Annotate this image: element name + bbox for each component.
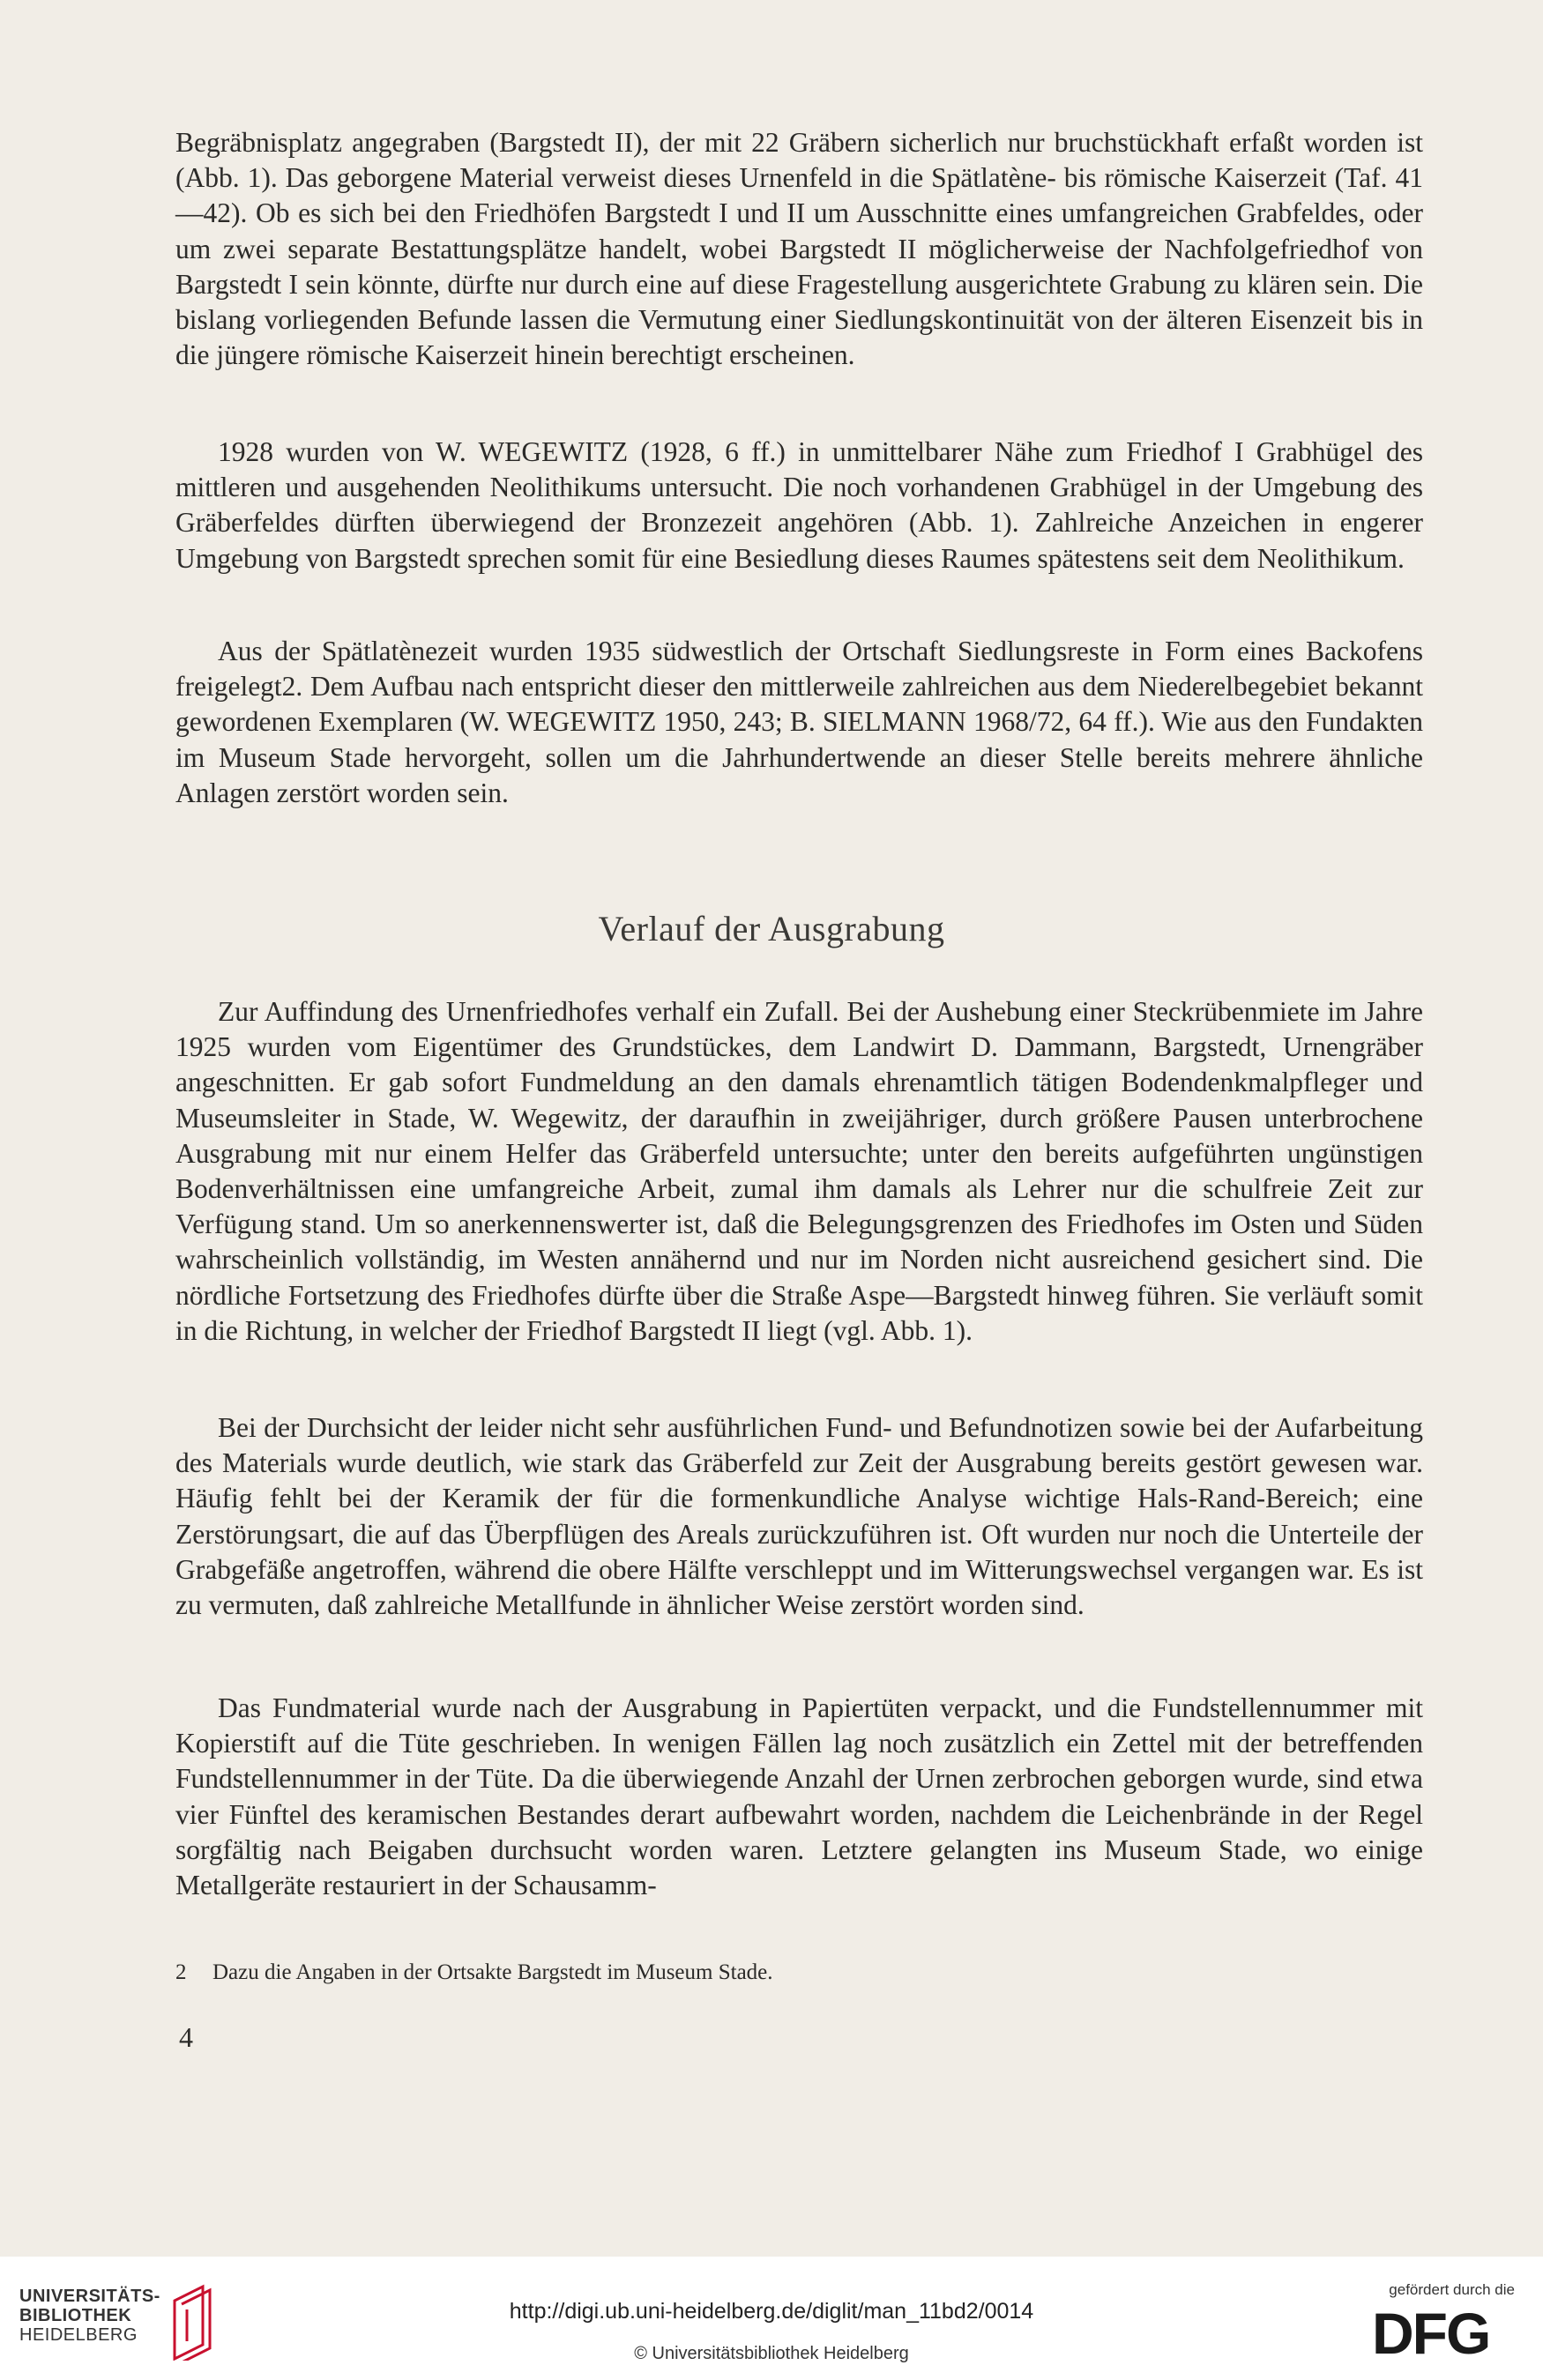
dfg-logo[interactable]: DFG [1372, 2301, 1490, 2366]
body-paragraph [175, 1691, 1423, 1903]
library-name-line3: HEIDELBERG [19, 2325, 138, 2345]
footnote-number: 2 [175, 1960, 187, 1984]
paragraph-text: Begräbnisplatz angegraben (Bargstedt II), der mit 22 Gräbern sicherlich nur bruchstückhaft erfaßt worden ist (Abb. 1). Das geborgene Material verweist dieses Urnenfeld in die Spätlatène- bis römische Kaiserzeit (Taf. 41—42). Ob es sich bei den Friedhöfen Bargstedt I und II um Ausschnitte eines umfangreichen Grabfeldes, oder um zwei separate Bestattungsplätze handelt, wobei Bargstedt II möglicherweise der Nachfolgefriedhof von Bargstedt I sein könnte, dürfte nur durch eine auf diese Fragestellung ausgerichtete Grabung zu klären sein. Die bislang vorliegenden Befunde lassen die Vermutung einer Siedlungskontinuität von der älteren Eisenzeit bis in die jüngere römische Kaiserzeit hinein berechtigt erscheinen. [175, 127, 1423, 371]
footer-url-link[interactable]: http://digi.ub.uni-heidelberg.de/diglit/man_11bd2/0014 [509, 2299, 1034, 2324]
body-paragraph [175, 1410, 1423, 1623]
paragraph-text: Aus der Spätlatènezeit wurden 1935 südwestlich der Ortschaft Siedlungsreste in Form eines Backofens freigelegt2. Dem Aufbau nach entspricht dieser den mittlerweile zahlreichen aus dem Niederelbegebiet bekannt gewordenen Exemplaren (W. WEGEWITZ 1950, 243; B. SIELMANN 1968/72, 64 ff.). Wie aus den Fundakten im Museum Stade hervorgeht, sollen um die Jahrhundertwende an dieser Stelle bereits mehrere ähnliche Anlagen zerstört worden sein. [175, 636, 1423, 808]
footnote [175, 1959, 1234, 1987]
footnote-text: Dazu die Angaben in der Ortsakte Bargstedt im Museum Stade. [212, 1960, 773, 1984]
paragraph-text: Bei der Durchsicht der leider nicht sehr ausführlichen Fund- und Befundnotizen sowie bei der Aufarbeitung des Materials wurde deutlich, wie stark das Gräberfeld zur Zeit der Ausgrabung bereits gestört gewesen war. Häufig fehlt bei der Keramik der für die formenkundliche Analyse wichtige Hals-Rand-Bereich; eine Zerstörungsart, die auf das Überpflügen des Areals zurückzuführen ist. Oft wurden nur noch die Unterteile der Grabgefäße angetroffen, während die obere Hälfte verschleppt und im Witterungswechsel vergangen war. Es ist zu vermuten, daß zahlreiche Metallfunde in ähnlicher Weise zerstört worden sind. [175, 1412, 1423, 1621]
page-number: 4 [179, 2021, 193, 2053]
paragraph-text: Zur Auffindung des Urnenfriedhofes verhalf ein Zufall. Bei der Aushebung einer Steckrübenmiete im Jahre 1925 wurden vom Eigentümer des Grundstückes, dem Landwirt D. Dammann, Bargstedt, Urnengräber angeschnitten. Er gab sofort Fundmeldung an den damals ehrenamtlich tätigen Bodendenkmalpfleger und Museumsleiter in Stade, W. Wegewitz, der daraufhin in zweijähriger, durch größere Pausen unterbrochene Ausgrabung mit nur einem Helfer das Gräberfeld untersuchte; unter den bereits aufgeführten ungünstigen Bodenverhältnissen eine umfangreiche Arbeit, zumal ihm damals als Lehrer nur die schulfreie Zeit zur Verfügung stand. Um so anerkennenswerter ist, daß die Belegungsgrenzen des Friedhofes im Osten und Süden wahrscheinlich vollständig, im Westen annähernd und nur im Norden nicht ausreichend gesichert sind. Die nördliche Fortsetzung des Friedhofes dürfte über die Straße Aspe—Bargstedt hinweg führen. Sie verläuft somit in die Richtung, in welcher der Friedhof Bargstedt II liegt (vgl. Abb. 1). [175, 996, 1423, 1346]
section-heading: Verlauf der Ausgrabung [598, 909, 945, 948]
body-paragraph [175, 994, 1423, 1349]
paragraph-text: Das Fundmaterial wurde nach der Ausgrabung in Papiertüten verpackt, und die Fundstellennummer mit Kopierstift auf die Tüte geschrieben. In wenigen Fällen lag noch zusätzlich ein Zettel mit der betreffenden Fundstellennummer in der Tüte. Da die überwiegende Anzahl der Urnen zerbrochen geborgen wurde, sind etwa vier Fünftel des keramischen Bestandes derart aufbewahrt worden, nachdem die Leichenbrände in der Regel sorgfältig nach Beigaben durchsucht worden waren. Letztere gelangten ins Museum Stade, wo einige Metallgeräte restauriert in der Schausamm- [175, 1692, 1423, 1901]
library-name-line2: BIBLIOTHEK [19, 2306, 132, 2325]
library-name-line1: UNIVERSITÄTS- [19, 2287, 160, 2306]
footer-copyright: © Universitätsbibliothek Heidelberg [634, 2344, 909, 2363]
dfg-caption: gefördert durch die [1389, 2281, 1515, 2298]
body-paragraph [175, 634, 1423, 811]
body-paragraph [175, 435, 1423, 576]
paragraph-text: 1928 wurden von W. WEGEWITZ (1928, 6 ff.) in unmittelbarer Nähe zum Friedhof I Grabhügel des mittleren und ausgehenden Neolithikums untersucht. Die noch vorhandenen Grabhügel in der Umgebung des Gräberfeldes dürften überwiegend der Bronzezeit angehören (Abb. 1). Zahlreiche Anzeichen in engerer Umgebung von Bargstedt sprechen somit für eine Besiedlung dieses Raumes spätestens seit dem Neolithikum. [175, 436, 1423, 574]
body-paragraph [175, 125, 1423, 373]
